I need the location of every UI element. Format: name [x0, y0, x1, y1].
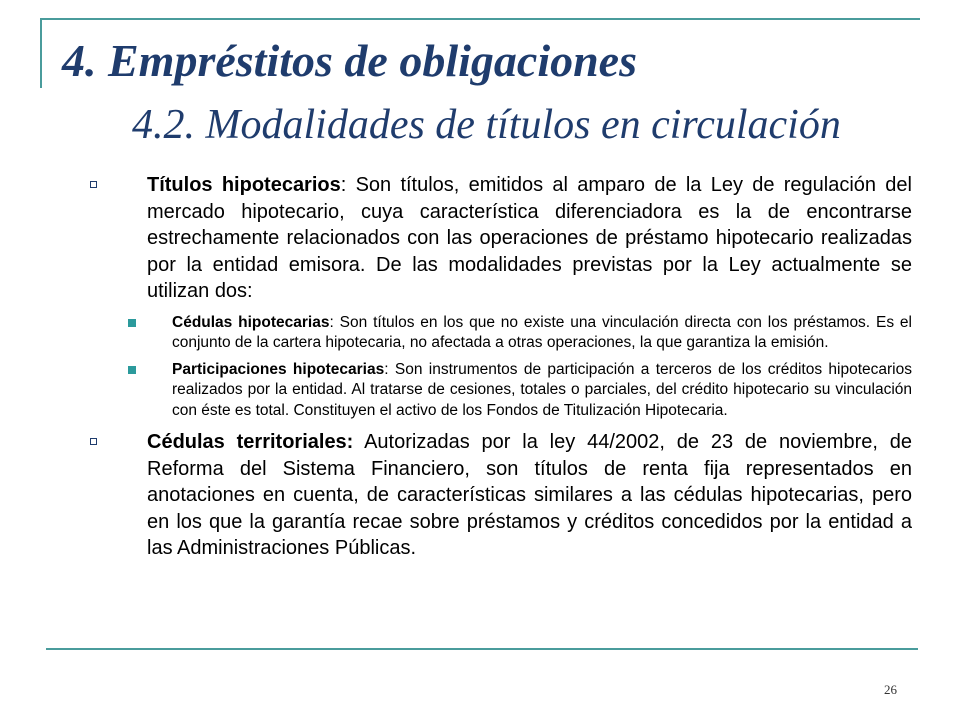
frame-left-line	[40, 18, 42, 88]
frame-bottom-line	[46, 648, 918, 650]
bullet-term: Cédulas territoriales:	[147, 431, 354, 453]
slide-title: 4. Empréstitos de obligaciones	[62, 35, 637, 86]
bullet-text	[147, 172, 912, 305]
slide-subtitle: 4.2. Modalidades de títulos en circulación	[132, 102, 841, 148]
bullet-description: Autorizadas por la ley 44/2002, de 23 de noviembre, de Reforma del Sistema Financiero, son títulos de renta fija representados en anotaciones en cuenta, de características similares a las cédulas hipotecarias, pero en los que la garantía recae sobre préstamos y créditos concedidos por la entidad a las Administraciones Públicas.	[147, 431, 913, 559]
square-bullet-icon	[90, 181, 97, 188]
bullet-titulos-hipotecarios	[90, 172, 912, 305]
bullet-description: : Son títulos, emitidos al amparo de la Ley de regulación del mercado hipotecario, cuya característica diferenciadora es la de encontrarse estrechamente relacionados con las operaciones de préstamo hipotecario realizadas por la entidad emisora. De las modalidades previstas por la Ley actualmente se utilizan dos:	[147, 174, 912, 302]
bullet-text	[147, 429, 912, 562]
bullet-cedulas-territoriales	[90, 429, 912, 562]
subbullet-term: Cédulas hipotecarias	[172, 313, 330, 331]
subbullet-cedulas-hipotecarias	[90, 313, 912, 354]
subbullet-participaciones-hipotecarias	[90, 360, 912, 422]
subbullet-text	[172, 360, 912, 422]
slide-content	[90, 172, 912, 570]
subbullet-text	[172, 313, 912, 354]
subbullet-description: : Son títulos en los que no existe una vinculación directa con los préstamos. Es el conjunto de la cartera hipotecaria, no afectada a otras operaciones, la que garantiza la emisión.	[172, 313, 912, 351]
subbullet-description: : Son instrumentos de participación a terceros de los créditos hipotecarios realizados por la entidad. Al tratarse de cesiones, totales o parciales, del crédito hipotecario su vinculación con éste es total. Constituyen el activo de los Fondos de Titulización Hipotecaria.	[172, 360, 912, 419]
bullet-term: Títulos hipotecarios	[147, 174, 341, 196]
filled-square-bullet-icon	[128, 366, 136, 374]
page-number: 26	[884, 682, 897, 697]
frame-top-line	[40, 18, 920, 20]
subbullet-term: Participaciones hipotecarias	[172, 360, 385, 378]
filled-square-bullet-icon	[128, 319, 136, 327]
square-bullet-icon	[90, 438, 97, 445]
